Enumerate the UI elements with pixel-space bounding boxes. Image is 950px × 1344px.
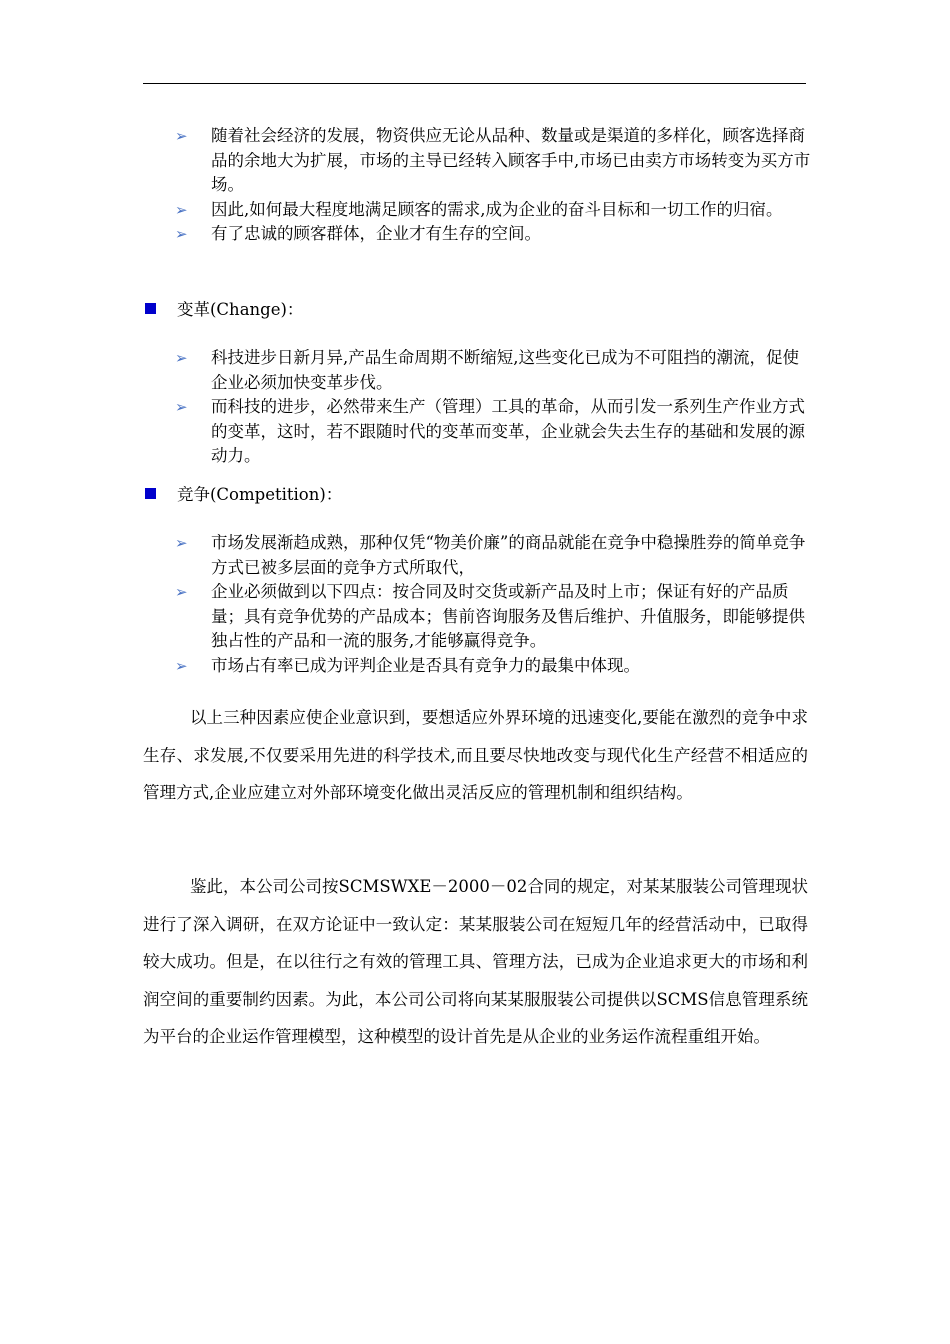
list-item xyxy=(175,654,815,679)
square-bullet-icon xyxy=(145,488,156,499)
bullet-text: 而科技的进步，必然带来生产（管理）工具的革命，从而引发一系列生产作业方式的变革，这时，若不跟随时代的变革而变革，企业就会失去生存的基础和发展的源动力。 xyxy=(211,397,805,465)
arrow-bullet-icon: ➢ xyxy=(175,583,188,601)
competition-bullet-list xyxy=(175,531,815,678)
arrow-bullet-icon: ➢ xyxy=(175,534,188,552)
bullet-text: 科技进步日新月异,产品生命周期不断缩短,这些变化已成为不可阻挡的潮流，促使企业必须加快变革步伐。 xyxy=(211,348,799,392)
bullet-text: 市场占有率已成为评判企业是否具有竞争力的最集中体现。 xyxy=(211,655,640,675)
square-bullet-icon xyxy=(145,303,156,314)
bullet-text: 市场发展渐趋成熟，那种仅凭“物美价廉”的商品就能在竞争中稳操胜券的简单竞争方式已被多层面的竞争方式所取代， xyxy=(211,533,806,577)
list-item xyxy=(175,222,815,247)
list-item xyxy=(175,531,815,580)
list-item xyxy=(175,346,815,395)
section-heading-text: 竞争(Competition)： xyxy=(177,485,343,504)
header-rule xyxy=(143,83,806,84)
body-paragraph: 鉴此，本公司公司按SCMSWXE－2000－02合同的规定，对某某服装公司管理现状进行了深入调研，在双方论证中一致认定：某某服装公司在短短几年的经营活动中，已取得较大成功。但是，在以往行之有效的管理工具、管理方法，已成为企业追求更大的市场和利润空间的重要制约因素。为此，本公司公司将向某某服服装公司提供以SCMS信息管理系统为平台的企业运作管理模型，这种模型的设计首先是从企业的业务运作流程重组开始。 xyxy=(143,877,808,1046)
arrow-bullet-icon: ➢ xyxy=(175,200,188,219)
list-item xyxy=(175,198,815,223)
section-heading-text: 变革(Change)： xyxy=(177,300,304,319)
list-item xyxy=(175,580,815,654)
section-heading-competition xyxy=(145,483,342,507)
bullet-text: 随着社会经济的发展，物资供应无论从品种、数量或是渠道的多样化，顾客选择商品的余地大为扩展，市场的主导已经转入顾客手中,市场已由卖方市场转变为买方市场。 xyxy=(211,126,811,194)
list-item xyxy=(175,124,815,198)
arrow-bullet-icon: ➢ xyxy=(175,656,188,675)
bullet-text: 因此,如何最大程度地满足顾客的需求,成为企业的奋斗目标和一切工作的归宿。 xyxy=(211,199,783,219)
arrow-bullet-icon: ➢ xyxy=(175,349,188,367)
bullet-text: 企业必须做到以下四点：按合同及时交货或新产品及时上市；保证有好的产品质量；具有竞争优势的产品成本；售前咨询服务及售后维护、升值服务，即能够提供独占性的产品和一流的服务,才能够赢得竞争。 xyxy=(211,582,805,650)
arrow-bullet-icon: ➢ xyxy=(175,398,188,416)
intro-bullet-list xyxy=(175,124,815,247)
list-item xyxy=(175,395,815,469)
body-paragraph: 以上三种因素应使企业意识到，要想适应外界环境的迅速变化,要能在激烈的竞争中求生存、求发展,不仅要采用先进的科学技术,而且要尽快地改变与现代化生产经营不相适应的管理方式,企业应建立对外部环境变化做出灵活反应的管理机制和组织结构。 xyxy=(143,708,808,802)
arrow-bullet-icon: ➢ xyxy=(175,127,188,145)
change-bullet-list xyxy=(175,346,815,469)
section-heading-change xyxy=(145,298,303,322)
arrow-bullet-icon: ➢ xyxy=(175,225,188,243)
bullet-text: 有了忠诚的顾客群体，企业才有生存的空间。 xyxy=(211,224,541,243)
